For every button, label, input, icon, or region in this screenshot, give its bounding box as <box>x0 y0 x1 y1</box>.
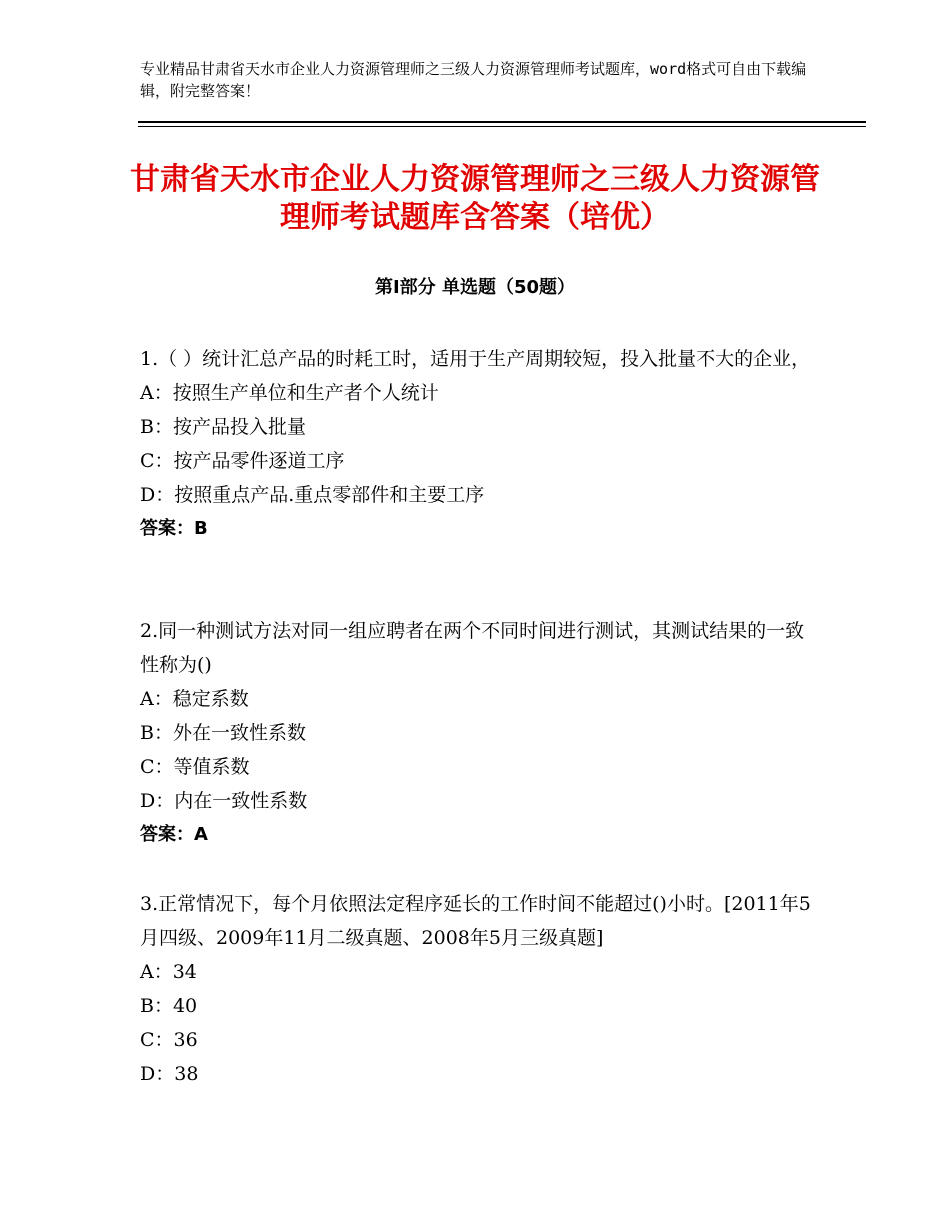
option-d: D：按照重点产品.重点零部件和主要工序 <box>140 484 485 506</box>
question-3 <box>140 887 820 1091</box>
section-heading: 第Ⅰ部分 单选题（50题） <box>374 277 575 298</box>
answer-line: 答案：B <box>140 518 208 539</box>
document-title: 甘肃省天水市企业人力资源管理师之三级人力资源管理师考试题库含答案（培优） <box>130 162 820 235</box>
question-2 <box>140 614 820 852</box>
option-c: C：36 <box>140 1029 198 1051</box>
option-a: A：34 <box>140 961 197 983</box>
question-1 <box>140 342 820 546</box>
header-rule-thick <box>138 121 866 123</box>
answer-line: 答案：A <box>140 824 208 845</box>
header-rule-thin <box>138 126 866 127</box>
option-b: B：外在一致性系数 <box>140 722 306 744</box>
option-a: A：稳定系数 <box>140 688 249 710</box>
option-c: C：等值系数 <box>140 756 250 778</box>
question-stem: 2.同一种测试方法对同一组应聘者在两个不同时间进行测试，其测试结果的一致性称为() <box>140 620 805 676</box>
option-c: C：按产品零件逐道工序 <box>140 450 345 472</box>
option-a: A：按照生产单位和生产者个人统计 <box>140 382 439 404</box>
header-note: 专业精品甘肃省天水市企业人力资源管理师之三级人力资源管理师考试题库，word格式可自由下载编辑，附完整答案！ <box>140 60 807 100</box>
option-b: B：40 <box>140 995 198 1017</box>
option-d: D：内在一致性系数 <box>140 790 308 812</box>
option-b: B：按产品投入批量 <box>140 416 306 438</box>
question-stem: 3.正常情况下，每个月依照法定程序延长的工作时间不能超过()小时。[2011年5月四级、2009年11月二级真题、2008年5月三级真题] <box>140 893 811 949</box>
option-d: D：38 <box>140 1063 199 1085</box>
question-stem: 1.（ ）统计汇总产品的时耗工时，适用于生产周期较短，投入批量不大的企业， <box>140 348 811 370</box>
